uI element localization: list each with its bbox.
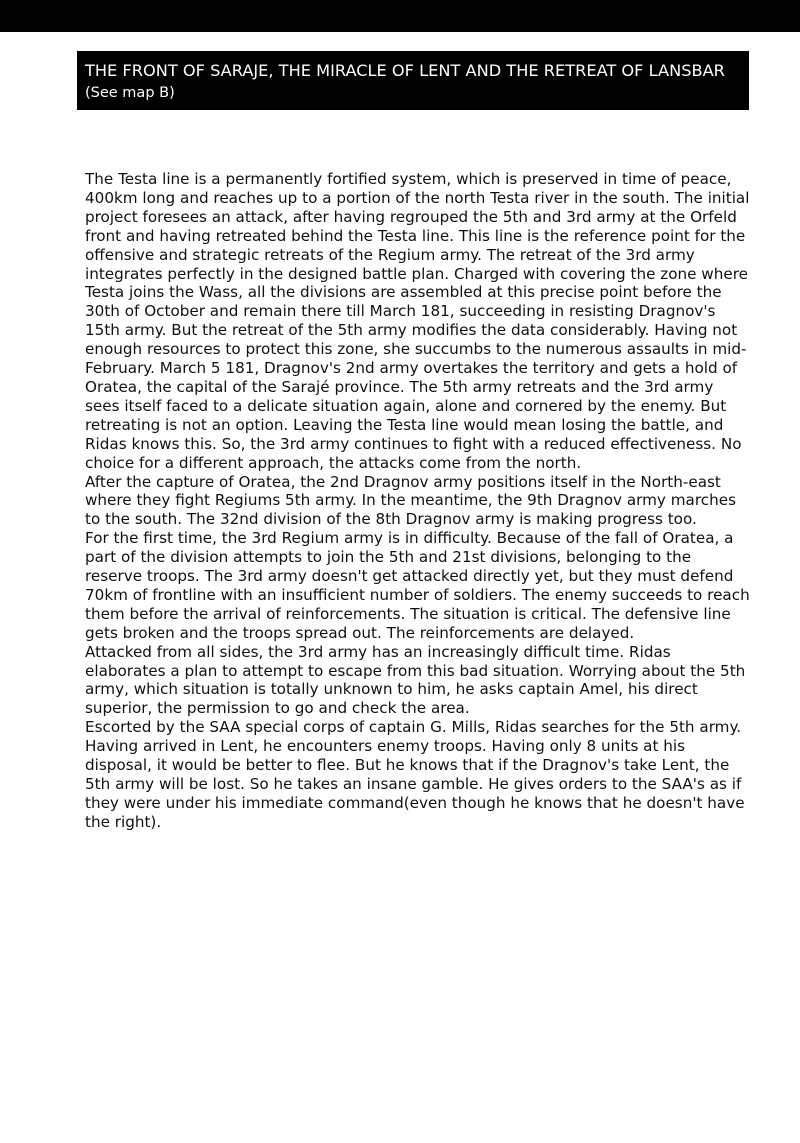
paragraph-1: The Testa line is a permanently fortified system, which is preserved in time of peace, 400km long and reaches up to a portion of the north Testa river in the south. The initial project foresees an attack, after having regrouped the 5th and 3rd army at the Orfeld front and having retreated behind the Testa line. This line is the reference point for the offensive and strategic retreats of the Regium army. The retreat of the 3rd army integrates perfectly in the designed battle plan. Charged with covering the zone where Testa joins the Wass, all the divisions are assembled at this precise point before the 30th of October and remain there till March 181, succeeding in resisting Dragnov's 15th army. But the retreat of the 5th army modifies the data considerably. Having not enough resources to protect this zone, she succumbs to the numerous assaults in mid-February. March 5 181, Dragnov's 2nd army overtakes the territory and gets a hold of Oratea, the capital of the Sarajé province. The 5th army retreats and the 3rd army sees itself faced to a delicate situation again, alone and cornered by the enemy. But retreating is not an option. Leaving the Testa line would mean losing the battle, and Ridas knows this. So, the 3rd army continues to fight with a reduced effectiveness. No choice for a different approach, the attacks come from the north. xyxy=(85,170,750,472)
article-body xyxy=(85,170,750,832)
chapter-title-box xyxy=(77,51,749,110)
paragraph-2: After the capture of Oratea, the 2nd Dragnov army positions itself in the North-east where they fight Regiums 5th army. In the meantime, the 9th Dragnov army marches to the south. The 32nd division of the 8th Dragnov army is making progress too. xyxy=(85,472,736,529)
chapter-title: THE FRONT OF SARAJE, THE MIRACLE OF LENT AND THE RETREAT OF LANSBAR xyxy=(85,61,725,80)
chapter-subtitle: (See map B) xyxy=(85,85,175,101)
paragraph-4: Attacked from all sides, the 3rd army has an increasingly difficult time. Ridas elaborates a plan to attempt to escape from this bad situation. Worrying about the 5th army, which situation is totally unknown to him, he asks captain Amel, his direct superior, the permission to go and check the area. xyxy=(85,642,746,718)
paragraph-5: Escorted by the SAA special corps of captain G. Mills, Ridas searches for the 5th army. Having arrived in Lent, he encounters enemy troops. Having only 8 units at his disposal, it would be better to flee. But he knows that if the Dragnov's take Lent, the 5th army will be lost. So he takes an insane gamble. He gives orders to the SAA's as if they were under his immediate command(even though he knows that he doesn't have the right). xyxy=(85,718,745,831)
paragraph-3: For the first time, the 3rd Regium army is in difficulty. Because of the fall of Oratea, a part of the division attempts to join the 5th and 21st divisions, belonging to the reserve troops. The 3rd army doesn't get attacked directly yet, but they must defend 70km of frontline with an insufficient number of soldiers. The enemy succeeds to reach them before the arrival of reinforcements. The situation is critical. The defensive line gets broken and the troops spread out. The reinforcements are delayed. xyxy=(85,529,750,642)
top-black-band xyxy=(0,0,800,32)
